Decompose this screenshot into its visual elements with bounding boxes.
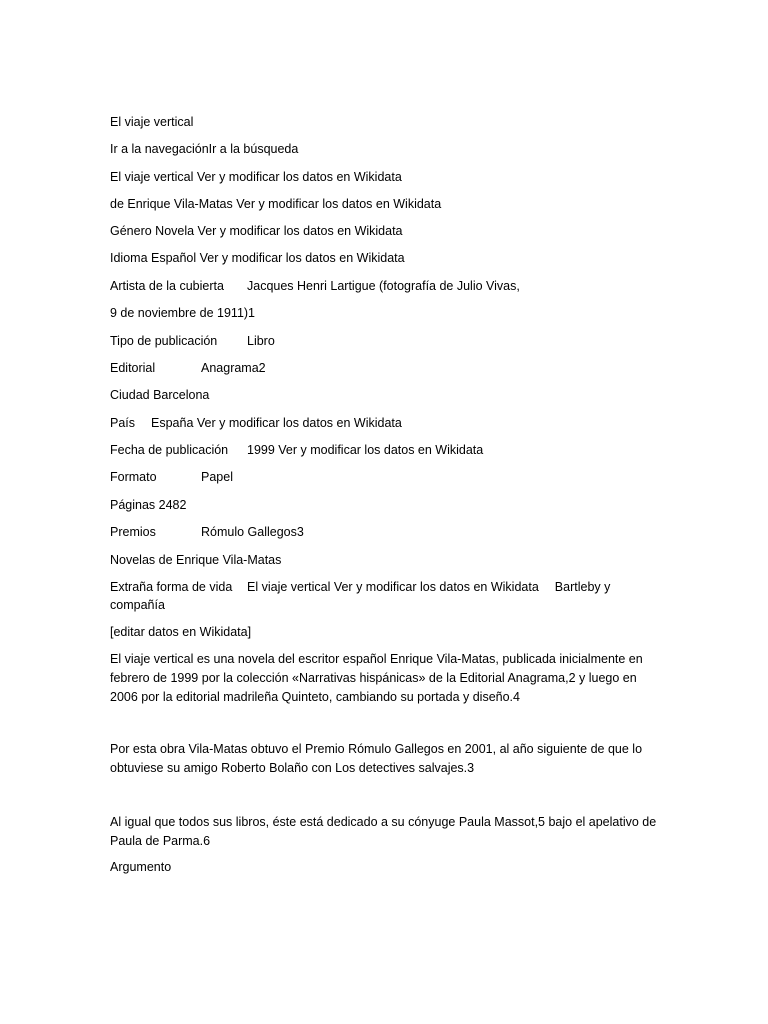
- document-title: El viaje vertical: [110, 115, 194, 129]
- infobox-country-row: [110, 414, 402, 432]
- awards-value: Rómulo Gallegos3: [201, 525, 304, 539]
- series-prev-link[interactable]: Extraña forma de vida: [110, 580, 233, 594]
- publisher-value: Anagrama2: [201, 361, 266, 375]
- infobox-pub-type-row: [110, 332, 275, 350]
- infobox-genre-line: Género Novela Ver y modificar los datos en Wikidata: [110, 224, 403, 238]
- navigation-links[interactable]: Ir a la navegaciónIr a la búsqueda: [110, 142, 299, 156]
- pub-type-value: Libro: [247, 334, 275, 348]
- pub-date-label: Fecha de publicación: [110, 443, 229, 457]
- infobox-language-line: Idioma Español Ver y modificar los datos en Wikidata: [110, 251, 405, 265]
- cover-artist-label: Artista de la cubierta: [110, 279, 224, 293]
- series-next-link[interactable]: Bartleby y: [554, 580, 611, 594]
- publisher-label: Editorial: [110, 361, 156, 375]
- infobox-book-line: El viaje vertical Ver y modificar los datos en Wikidata: [110, 170, 402, 184]
- infobox-pub-date-row: [110, 441, 483, 459]
- section-heading-argumento: Argumento: [110, 860, 172, 874]
- series-navigation-row: [110, 578, 610, 596]
- pub-type-label: Tipo de publicación: [110, 334, 218, 348]
- cover-artist-value-continued: 9 de noviembre de 1911)1: [110, 306, 256, 320]
- format-label: Formato: [110, 470, 157, 484]
- infobox-awards-row: [110, 523, 304, 541]
- infobox-format-row: [110, 468, 233, 486]
- infobox-pages-line: Páginas 2482: [110, 498, 187, 512]
- series-heading: Novelas de Enrique Vila-Matas: [110, 553, 282, 567]
- series-current: El viaje vertical Ver y modificar los datos en Wikidata: [247, 580, 539, 594]
- country-label: País: [110, 416, 136, 430]
- series-next-link-continued[interactable]: compañía: [110, 598, 165, 612]
- edit-wikidata-link[interactable]: [editar datos en Wikidata]: [110, 625, 252, 639]
- format-value: Papel: [201, 470, 233, 484]
- infobox-city-line: Ciudad Barcelona: [110, 388, 210, 402]
- body-paragraph-2: Por esta obra Vila-Matas obtuvo el Premio Rómulo Gallegos en 2001, al año siguiente de que lo obtuviese su amigo Roberto Bolaño con Los detectives salvajes.3: [110, 742, 643, 775]
- body-paragraph-1: El viaje vertical es una novela del escritor español Enrique Vila-Matas, publicada inicialmente en febrero de 1999 por la colección «Narrativas hispánicas» de la Editorial Anagrama,2 y luego en 2006 por la editorial madrileña Quinteto, cambiando su portada y diseño.4: [110, 652, 643, 704]
- infobox-author-line: de Enrique Vila-Matas Ver y modificar los datos en Wikidata: [110, 197, 442, 211]
- cover-artist-value: Jacques Henri Lartigue (fotografía de Julio Vivas,: [247, 279, 520, 293]
- body-paragraph-3: Al igual que todos sus libros, éste está dedicado a su cónyuge Paula Massot,5 bajo el apelativo de Paula de Parma.6: [110, 815, 657, 848]
- infobox-cover-artist-row: [110, 277, 520, 295]
- awards-label: Premios: [110, 525, 156, 539]
- pub-date-value: 1999 Ver y modificar los datos en Wikidata: [247, 443, 484, 457]
- country-value: España Ver y modificar los datos en Wikidata: [151, 416, 402, 430]
- infobox-publisher-row: [110, 359, 266, 377]
